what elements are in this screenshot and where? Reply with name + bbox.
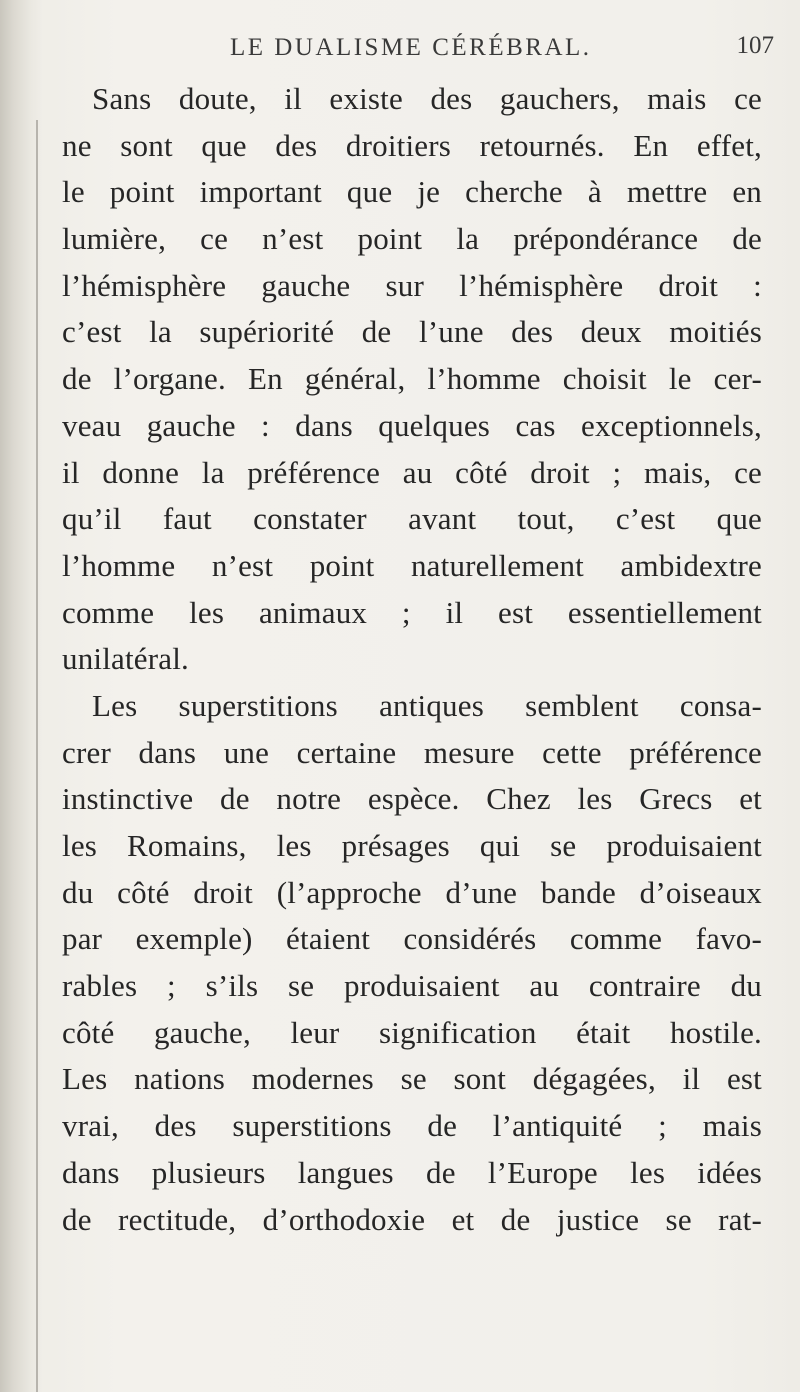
binding-edge-line: [36, 120, 38, 1392]
text-line: c’est la supériorité de l’une des deux moitiés: [62, 314, 762, 350]
text-line: rables ; s’ils se produisaient au contraire du: [62, 968, 762, 1004]
text-line: crer dans une certaine mesure cette préférence: [62, 734, 762, 770]
text-line: Les superstitions antiques semblent consa-: [92, 687, 762, 723]
text-line: les Romains, les présages qui se produisaient: [62, 828, 762, 863]
running-head: [90, 30, 780, 70]
text-line: de l’organe. En général, l’homme choisit le cer-: [62, 361, 762, 397]
text-line: qu’il faut constater avant tout, c’est que: [62, 501, 762, 537]
text-line: unilatéral.: [62, 641, 190, 677]
page-number: 107: [736, 32, 774, 59]
text-line: dans plusieurs langues de l’Europe les idées: [62, 1154, 762, 1190]
body-text: [62, 76, 762, 1243]
text-line: vrai, des superstitions de l’antiquité ; mais: [62, 1108, 762, 1144]
text-line: de rectitude, d’orthodoxie et de justice se rat-: [62, 1201, 762, 1237]
text-line: l’hémisphère gauche sur l’hémisphère droit :: [62, 267, 762, 303]
text-line: veau gauche : dans quelques cas exceptionnels,: [62, 407, 762, 443]
text-line: lumière, ce n’est point la prépondérance de: [62, 221, 762, 257]
text-line: Les nations modernes se sont dégagées, il est: [62, 1061, 762, 1097]
text-line: il donne la préférence au côté droit ; mais, ce: [62, 454, 762, 490]
text-line: instinctive de notre espèce. Chez les Grecs et: [62, 781, 762, 817]
text-line: côté gauche, leur signification était hostile.: [62, 1014, 762, 1050]
text-line: l’homme n’est point naturellement ambidextre: [62, 547, 762, 583]
text-line: du côté droit (l’approche d’une bande d’oiseaux: [62, 874, 762, 910]
text-line: comme les animaux ; il est essentiellement: [62, 594, 762, 630]
running-head-title: LE DUALISME CÉRÉBRAL.: [230, 34, 592, 61]
text-line: ne sont que des droitiers retournés. En effet,: [62, 127, 762, 163]
text-line: Sans doute, il existe des gauchers, mais ce: [92, 81, 762, 116]
text-line: par exemple) étaient considérés comme favo-: [62, 921, 762, 957]
text-line: le point important que je cherche à mettre en: [62, 174, 762, 210]
